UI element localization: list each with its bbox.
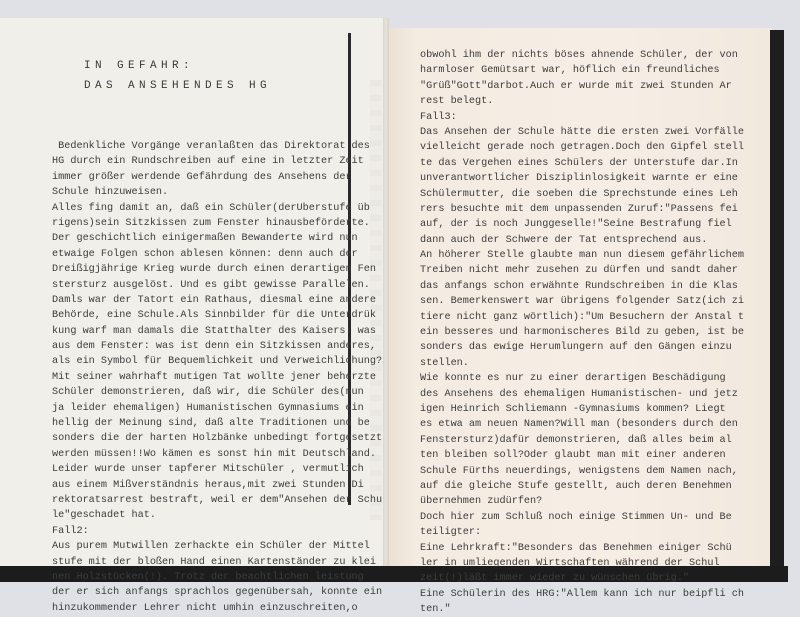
text-line: HG durch ein Rundschreiben auf eine in letzter Zeit <box>52 156 364 168</box>
article-subtitle: DAS ANSEHENDES HG <box>84 80 272 92</box>
text-line: zeit(!)läßt immer wieder zu wünschen übrig." <box>420 573 689 585</box>
text-line: Treiben nicht mehr zusehen zu dürfen und sandt daher <box>420 265 738 277</box>
text-line: auf, der is noch Junggeselle!"Seine Bestrafung fiel <box>420 219 732 231</box>
text-line: übernehmen zudürfen? <box>420 496 543 508</box>
left-page-body <box>52 139 382 616</box>
text-line: vielleicht gerade noch getragen.Doch den Gipfel stell <box>420 142 745 154</box>
text-line: der er sich anfangs sprachlos gegenübersah, konnte ein <box>52 587 383 599</box>
text-line: ja leider ehemaligen) Humanistischen Gymnasiums ein <box>52 402 364 414</box>
page-edge-shadow <box>770 30 784 570</box>
text-line: als ein Symbol für Bequemlichkeit und Verweichlichung? <box>52 356 383 368</box>
text-line: Das Ansehen der Schule hätte die ersten zwei Vorfälle <box>420 126 745 138</box>
text-line: te das Vergehen eines Schülers der Unterstufe dar.In <box>420 157 738 169</box>
text-line: ten bleiben soll?Oder glaubt man mit einer anderen <box>420 450 726 462</box>
text-line: Eine Schülerin des HRG:"Allem kann ich nur beipfli ch <box>420 588 745 600</box>
text-line: aus dem Fenster: was ist denn ein Sitzkissen anderes, <box>52 341 377 353</box>
text-line: teiligter: <box>420 527 482 539</box>
text-line: An höherer Stelle glaubte man nun diesem gefährlichem <box>420 250 745 262</box>
text-line: Schule hinzuweisen. <box>52 187 169 199</box>
text-line: ein besseres und harmonischeres Bild zu geben, ist be <box>420 327 745 339</box>
text-line: tiere nicht ganz wörtlich):"Um Besuchern der Anstal t <box>420 311 745 323</box>
text-line: Damls war der Tatort ein Rathaus, diesmal eine andere <box>52 294 377 306</box>
text-line: rers besuchte mit dem unpassenden Zuruf:"Passens fei <box>420 203 738 215</box>
text-line: Schüler demonstrieren, daß wir, die Schüler des(nun <box>52 387 364 399</box>
text-line: Dreißigjährige Krieg wurde durch einen derartigen Fen <box>52 264 377 276</box>
text-line: es etwa am neuen Namen?Will man (besonders durch den <box>420 419 738 431</box>
text-line: harmloser Gemütsart war, höflich ein freundliches <box>420 65 720 77</box>
text-line: Aus purem Mutwillen zerhackte ein Schüler der Mittel <box>52 541 370 553</box>
text-line: Alles fing damit an, daß ein Schüler(derUberstufe üb <box>52 202 370 214</box>
text-line: Eine Lehrkraft:"Besonders das Benehmen einiger Schü <box>420 542 732 554</box>
text-line: aus einem Mißverständnis heraus,mit zwei Stunden Di <box>52 479 364 491</box>
text-line: "Grüß"Gott"darbot.Auch er wurde mit zwei Stunden Ar <box>420 80 732 92</box>
text-line: obwohl ihm der nichts böses ahnende Schüler, der von <box>420 50 738 61</box>
text-line: Mit seiner wahrhaft mutigen Tat wollte jener beherzte <box>52 371 377 383</box>
text-line: stersturz ausgelöst. Und es gibt gewisse Parallelen. <box>52 279 370 291</box>
text-line: le"geschadet hat. <box>52 510 156 522</box>
text-line: Schule Fürths neuerdings, wenigstens dem Namen nach, <box>420 465 738 477</box>
text-line: Wie konnte es nur zu einer derartigen Beschädigung <box>420 373 726 385</box>
text-line: sen. Bemerkenswert war übrigens folgender Satz(ich zi <box>420 296 745 308</box>
book-gutter <box>383 18 389 574</box>
text-line: ten." <box>420 604 451 616</box>
text-line: Leider wurde unser tapferer Mitschüler , vermutlich <box>52 464 364 476</box>
text-line: des Ansehens des ehemaligen Humanistischen- und jetz <box>420 388 738 400</box>
text-line: sonders die der harten Holzbänke unbedingt fortgesetzt <box>52 433 383 445</box>
text-line: Fall3: <box>420 111 457 123</box>
text-line: Fall2: <box>52 525 89 537</box>
text-line: rest belegt. <box>420 96 494 108</box>
text-line: stufe mit der bloßen Hand einen Kartenständer zu klei <box>52 556 377 568</box>
text-line: das anfangs schon erwähnte Rundschreiben in die Klas <box>420 280 738 292</box>
text-line: hellig der Meinung sind, daß alte Traditionen und be <box>52 418 370 430</box>
text-line: Bedenkliche Vorgänge veranlaßten das Direktorat des <box>52 141 370 152</box>
text-line: auf die gleiche Stufe gestellt, auch deren Benehmen <box>420 480 732 492</box>
text-line: dann auch der Schwere der Tat entsprechend aus. <box>420 234 708 246</box>
text-line: unverantwortlicher Disziplinlosigkeit warnte er eine <box>420 173 738 185</box>
text-line: ler in umliegenden Wirtschaften während der Schul <box>420 557 720 569</box>
text-line: rektoratsarrest bestraft, weil er dem"Ansehen der Schu <box>52 494 383 506</box>
text-line: sonders das ewige Herumlungern auf den Gängen einzu <box>420 342 732 354</box>
text-line: Schülermutter, die soeben die Sprechstunde eines Leh <box>420 188 738 200</box>
text-line: Der geschichtlich einigermaßen Bewanderte wird nun <box>52 233 358 245</box>
text-line: immer größer werdende Gefährdung des Ansehens der <box>52 171 352 183</box>
text-line: hinzukommender Lehrer nicht umhin einzuschreiten,o <box>52 602 358 614</box>
text-line: stellen. <box>420 357 469 369</box>
text-line: kung warf man damals die Statthalter des Kaisers: was <box>52 325 377 337</box>
text-line: Fenstersturz)dafür demonstrieren, daß alles beim al <box>420 434 732 446</box>
text-line: werden müssen!!Wo kämen es sonst hin mit Deutschland. <box>52 448 377 460</box>
text-line: etwaige Folgen schon ablesen können: denn auch der <box>52 248 358 260</box>
text-line: igen Heinrich Schliemann -Gymnasiums kommen? Liegt <box>420 403 726 415</box>
text-line: Doch hier zum Schluß noch einige Stimmen Un- und Be <box>420 511 732 523</box>
text-line: nen Holzstücken(!). Trotz der beachtlichen leistung <box>52 571 364 583</box>
text-line: Behörde, eine Schule.Als Sinnbilder für die Unterdrük <box>52 310 377 322</box>
right-page-body <box>420 48 744 617</box>
article-title: IN GEFAHR: <box>84 60 195 72</box>
text-line: rigens)sein Sitzkissen zum Fenster hinausbeförderte. <box>52 217 370 229</box>
